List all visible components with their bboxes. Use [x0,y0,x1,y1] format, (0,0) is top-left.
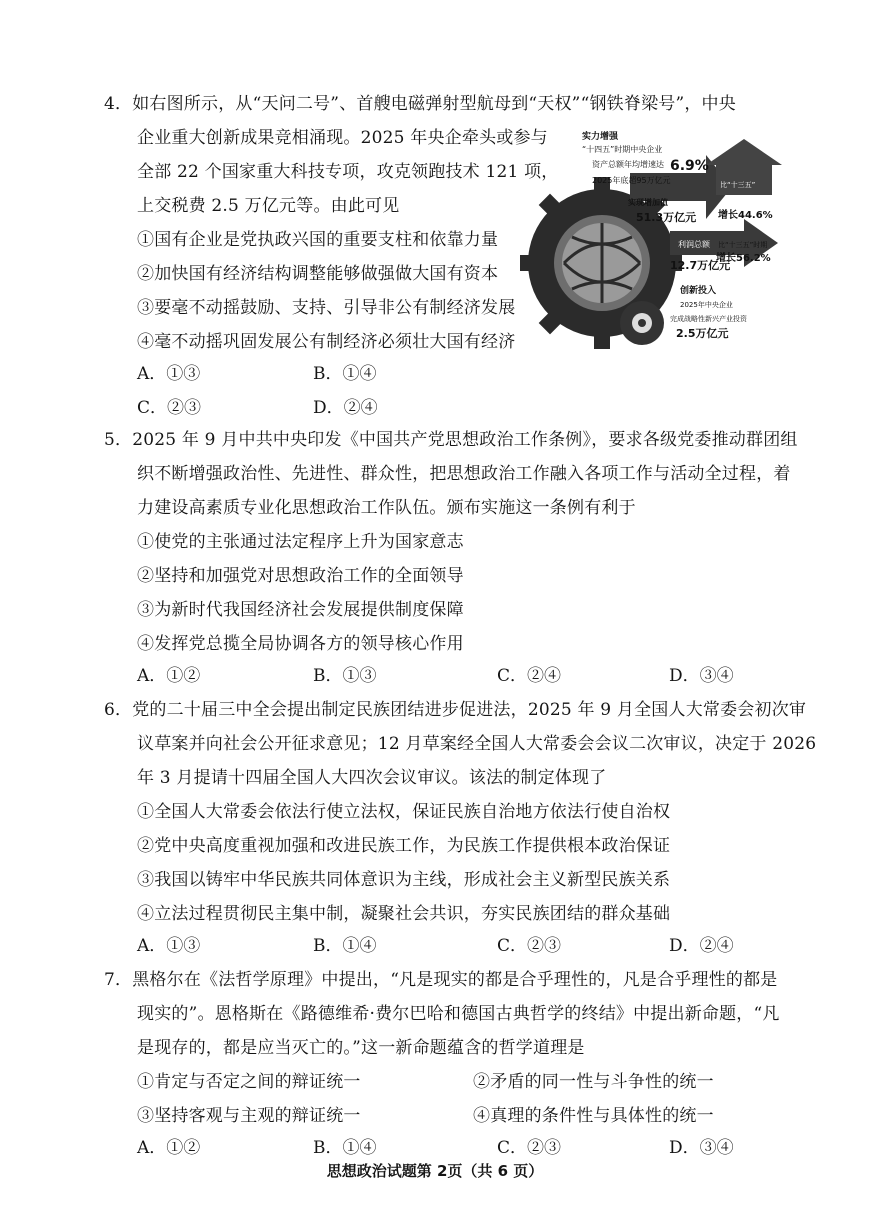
fig-profit-growth: 增长56.2% [716,253,771,264]
q7-item-4: ④真理的条件性与具体性的统一 [473,1106,714,1126]
q7-option-d: D．③④ [669,1138,734,1158]
q5-stem-line-1: 5．2025 年 9 月中共中央印发《中国共产党思想政治工作条例》，要求各级党委推动群团组 [104,430,798,450]
q5-option-b: B．①③ [313,666,377,686]
q6-option-d: D．②④ [669,936,734,956]
fig-invest-line-1: 2025年中央企业 [680,301,733,309]
q4-item-4: ④毫不动摇巩固发展公有制经济必须壮大国有经济 [137,332,516,352]
fig-profit-compare: 比“十三五”时期 [718,241,768,249]
fig-assets-2025: 2025年底超95万亿元 [592,176,671,185]
q5-stem-line-3: 力建设高素质专业化思想政治工作队伍。颁布实施这一条例有利于 [137,498,636,518]
q6-stem-line-2: 议草案并向社会公开征求意见；12 月草案经全国人大常委会会议二次审议，决定于 2026 [137,734,817,754]
q7-option-a: A．①② [137,1138,201,1158]
q6-option-a: A．①③ [137,936,201,956]
q6-item-4: ④立法过程贯彻民主集中制，凝聚社会共识，夯实民族团结的群众基础 [137,904,671,924]
q7-option-b: B．①④ [313,1138,377,1158]
q7-item-3: ③坚持客观与主观的辩证统一 [137,1106,361,1126]
q7-stem-line-2: 现实的”。恩格斯在《路德维希·费尔巴哈和德国古典哲学的终结》中提出新命题，“凡 [137,1004,780,1024]
q6-stem-line-1: 6．党的二十届三中全会提出制定民族团结进步促进法，2025 年 9 月全国人大常委会初次审 [104,700,807,720]
q4-stem-line-4: 上交税费 2.5 万亿元等。由此可见 [137,196,400,216]
fig-invest-value: 2.5万亿元 [676,327,729,340]
q4-stem-line-2: 企业重大创新成果竞相涌现。2025 年央企牵头或参与 [137,128,548,148]
fig-heading: 实力增强 [582,132,619,142]
fig-va-growth: 增长44.6% [718,210,773,221]
fig-invest-line-2: 完成战略性新兴产业投资 [670,315,747,323]
fig-profit: 12.7万亿元 [670,259,731,272]
q5-option-d: D．③④ [669,666,734,686]
q7-stem-line-1: 7．黑格尔在《法哲学原理》中提出，“凡是现实的都是合乎理性的，凡是合乎理性的都是 [104,970,778,990]
q6-item-1: ①全国人大常委会依法行使立法权，保证民族自治地方依法行使自治权 [137,802,671,822]
fig-invest-label: 创新投入 [680,286,717,296]
q4-item-3: ③要毫不动摇鼓励、支持、引导非公有制经济发展 [137,298,516,318]
q4-infographic [520,125,800,357]
fig-va-compare: 比“十三五” [720,181,756,189]
q4-stem-line-1: 4．如右图所示，从“天问二号”、首艘电磁弹射型航母到“天权”“钢铁脊梁号”，中央 [104,94,736,114]
q7-item-2: ②矛盾的同一性与斗争性的统一 [473,1072,714,1092]
q6-option-c: C．②③ [497,936,562,956]
fig-value-added: 51.3万亿元 [636,211,697,224]
page-footer: 思想政治试题第 2页（共 6 页） [326,1162,544,1180]
q5-item-2: ②坚持和加强党对思想政治工作的全面领导 [137,566,464,586]
q4-option-d: D．②④ [313,398,378,418]
fig-profit-label: 利润总额 [678,240,710,249]
q4-stem-line-3: 全部 22 个国家重大科技专项，攻克领跑技术 121 项， [137,162,559,182]
q5-option-a: A．①② [137,666,201,686]
small-cog-icon [620,301,664,345]
q5-item-3: ③为新时代我国经济社会发展提供制度保障 [137,600,464,620]
q7-item-1: ①肯定与否定之间的辩证统一 [137,1072,361,1092]
q4-option-b: B．①④ [313,364,377,384]
q6-item-3: ③我国以铸牢中华民族共同体意识为主线，形成社会主义新型民族关系 [137,870,671,890]
q4-item-2: ②加快国有经济结构调整能够做强做大国有资本 [137,264,499,284]
q6-option-b: B．①④ [313,936,377,956]
q6-item-2: ②党中央高度重视加强和改进民族工作，为民族工作提供根本政治保证 [137,836,671,856]
q5-option-c: C．②④ [497,666,562,686]
q5-item-4: ④发挥党总揽全局协调各方的领导核心作用 [137,634,464,654]
q5-stem-line-2: 织不断增强政治性、先进性、群众性，把思想政治工作融入各项工作与活动全过程，着 [137,464,791,484]
q6-stem-line-3: 年 3 月提请十四届全国人大四次会议审议。该法的制定体现了 [137,768,607,788]
q7-option-c: C．②③ [497,1138,562,1158]
q4-item-1: ①国有企业是党执政兴国的重要支柱和依靠力量 [137,230,499,250]
fig-value-added-label: 实现增加值 [628,198,668,207]
q4-option-c: C．②③ [137,398,202,418]
fig-assets-pct: 6.9% [670,158,709,174]
q7-stem-line-3: 是现存的，都是应当灭亡的。”这一新命题蕴含的哲学道理是 [137,1038,585,1058]
q5-item-1: ①使党的主张通过法定程序上升为国家意志 [137,532,464,552]
q4-option-a: A．①③ [137,364,201,384]
fig-assets-line: 资产总额年均增速达 [592,160,664,169]
fig-subheading: “十四五”时期中央企业 [582,145,663,154]
